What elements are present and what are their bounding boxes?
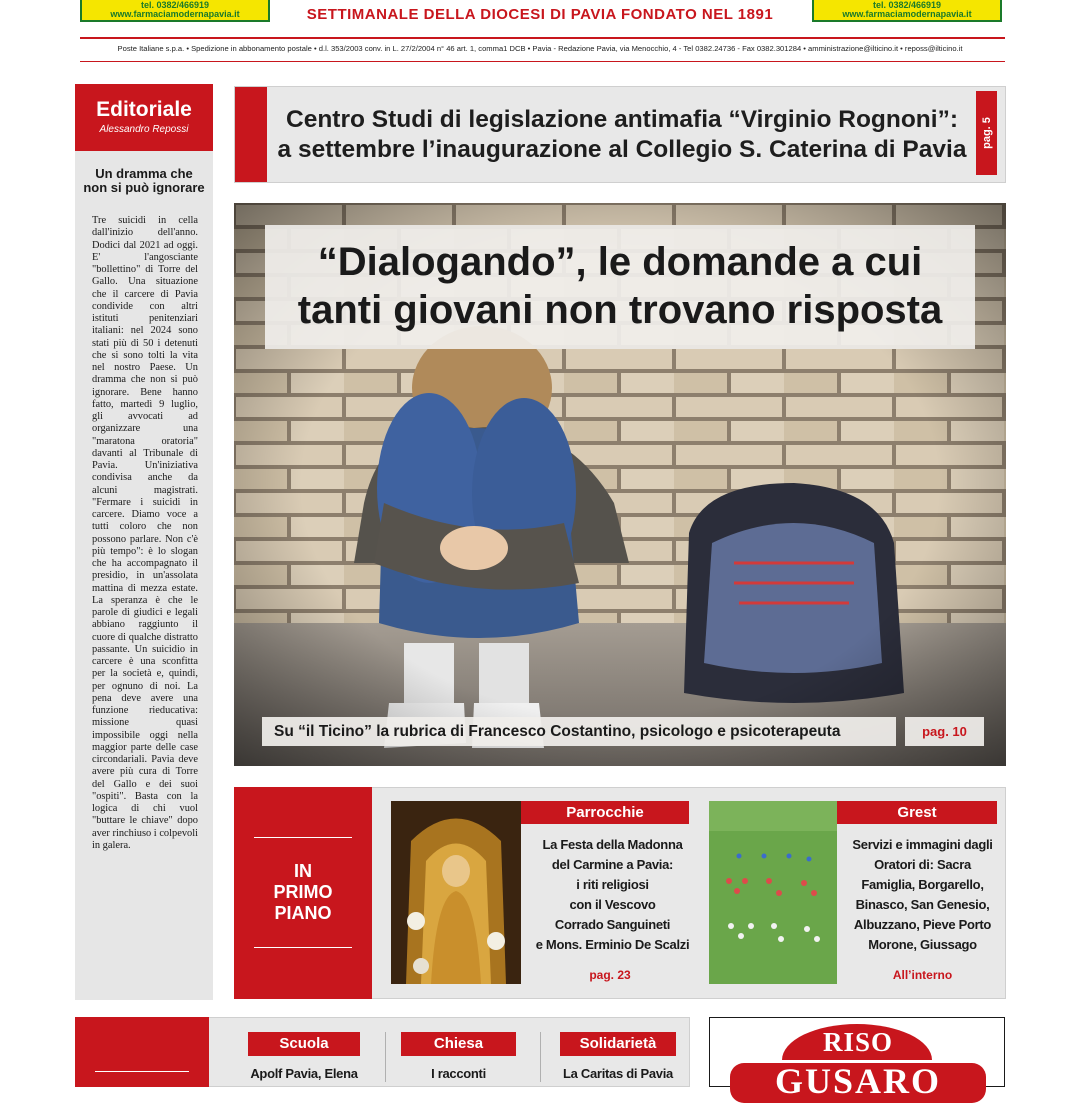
postal-info-line: Poste Italiane s.p.a. • Spedizione in abbonamento postale • d.l. 353/2003 conv. in L. 27/2/2004 n° 46 art. 1, comma1 DCB • Pavia - Redazione Pavia, via Menocchio, 4 - Tel 0382.24736 - Fax 0382.301284 • amministrazione@ilticino.it • reposs@ilticino.it xyxy=(117,44,963,53)
main-story-title[interactable] xyxy=(265,225,975,349)
page-reference-tab[interactable] xyxy=(976,91,997,175)
page-reference: pag. 5 xyxy=(980,117,993,149)
divider xyxy=(95,1071,189,1072)
tab-scuola[interactable]: Scuola xyxy=(248,1032,360,1056)
divider xyxy=(385,1032,386,1082)
story-line: Oratori di: Sacra xyxy=(874,857,971,872)
grest-aerial-photo[interactable] xyxy=(709,801,837,984)
newspaper-motto: SETTIMANALE DELLA DIOCESI DI PAVIA FONDATO NEL 1891 xyxy=(306,6,774,23)
headline-line: Centro Studi di legislazione antimafia “Virginio Rognoni”: xyxy=(286,106,958,133)
ad-phone: tel. 0382/466919 xyxy=(140,0,210,10)
tab-parrocchie[interactable]: Parrocchie xyxy=(521,801,689,824)
ad-url: www.farmaciamodernapavia.it xyxy=(842,9,972,19)
story-line: La Festa della Madonna xyxy=(542,837,683,852)
editorial-title: Editoriale xyxy=(96,98,192,121)
divider xyxy=(254,947,352,948)
story-line: Famiglia, Borgarello, xyxy=(861,877,984,892)
grest-story[interactable] xyxy=(840,835,1005,955)
divider xyxy=(80,37,1005,39)
main-story-caption: Su “il Ticino” la rubrica di Francesco Costantino, psicologo e psicoterapeuta xyxy=(262,717,896,746)
primo-piano-text xyxy=(234,861,372,924)
label-line: IN xyxy=(294,861,312,881)
main-story-page[interactable]: pag. 10 xyxy=(905,717,984,746)
ad-word: RISO xyxy=(822,1027,894,1057)
label-line: PIANO xyxy=(274,903,332,923)
label-line: PRIMO xyxy=(273,882,333,902)
story-line: Corrado Sanguineti xyxy=(554,917,671,932)
story-line: i riti religiosi xyxy=(576,877,649,892)
editorial-headline[interactable]: Un dramma che non si può ignorare xyxy=(83,166,205,195)
ad-brand: GUSARO xyxy=(774,1061,942,1101)
scuola-teaser[interactable]: Apolf Pavia, Elena xyxy=(250,1066,358,1081)
pharmacy-ad-right[interactable] xyxy=(812,0,1002,22)
divider xyxy=(254,837,352,838)
tab-chiesa[interactable]: Chiesa xyxy=(401,1032,516,1056)
editorial-column xyxy=(75,84,213,1000)
divider xyxy=(80,61,1005,62)
grest-page[interactable]: All’interno xyxy=(892,968,953,982)
tab-solidarieta[interactable]: Solidarietà xyxy=(560,1032,676,1056)
ad-url: www.farmaciamodernapavia.it xyxy=(110,9,240,19)
chiesa-teaser[interactable]: I racconti xyxy=(431,1066,486,1081)
madonna-statue-image xyxy=(391,801,521,984)
story-line: Servizi e immagini dagli xyxy=(852,837,993,852)
editorial-body: Tre suicidi in cella dall'inizio dell'anno. Dodici dal 2021 ad oggi. E' l'angosciante "bollettino" di Torre del Gallo. Una situazione che il carcere di Pavia condivide con altri istituti penitenziari italiani: nel 2024 sono stati più di 50 i detenuti che si sono tolti la vita nel nostro Paese. Un dramma che non si può ignorare. Bene hanno fatto, martedì 9 luglio, gli avvocati ad organizzare una "maratona oratoria" davanti al Tribunale di Pavia. Un'iniziativa condivisa anche da alcuni magistrati. "Fermare i suicidi in carcere. Diamo voce a tutti coloro che non possono parlare. Non c'è più tempo": è lo slogan che ha accompagnato il presidio, in un'assolata mattina di mezza estate. La speranza è che le parole di giudici e legali abbiano raggiunto il cuore di qualche distratto passante. Un suicidio in carcere è una sconfitta per la società e, quindi, per ognuno di noi. La pena deve avere una funzione rieducativa: missione quasi impossibile oggi nella maggior parte delle case circondariali. Pavia deve avere più cura di Torre del Gallo e dei suoi "ospiti". Basta con la logica di chi vuol "buttare le chiave" dopo aver rinchiuso i colpevoli in galera. xyxy=(92,215,198,851)
divider xyxy=(540,1032,541,1082)
story-line: Binasco, San Genesio, xyxy=(855,897,990,912)
antimafia-headline xyxy=(267,105,977,165)
story-line: e Mons. Erminio De Scalzi xyxy=(535,937,690,952)
grest-field-image xyxy=(709,801,837,984)
primo-piano-label xyxy=(234,787,372,999)
parrocchie-story[interactable] xyxy=(530,835,695,955)
headline-line: a settembre l’inaugurazione al Collegio S. Caterina di Pavia xyxy=(277,136,967,163)
madonna-statue-photo[interactable] xyxy=(391,801,521,984)
story-line: con il Vescovo xyxy=(569,897,656,912)
solidarieta-teaser[interactable]: La Caritas di Pavia xyxy=(563,1066,673,1081)
editorial-author: Alessandro Repossi xyxy=(99,124,189,135)
riso-gusaro-ad[interactable] xyxy=(709,1017,1005,1101)
parrocchie-page[interactable]: pag. 23 xyxy=(589,968,631,982)
tab-grest[interactable]: Grest xyxy=(837,801,997,824)
story-line: del Carmine a Pavia: xyxy=(551,857,674,872)
story-line: Albuzzano, Pieve Porto xyxy=(853,917,992,932)
antimafia-headline-box[interactable] xyxy=(234,86,1006,183)
bottom-red-panel xyxy=(75,1017,209,1087)
accent-bar xyxy=(235,87,267,182)
story-line: Morone, Giussago xyxy=(868,937,977,952)
title-line: tanti giovani non trovano risposta xyxy=(297,288,943,332)
editorial-header xyxy=(75,84,213,151)
title-line: “Dialogando”, le domande a cui xyxy=(317,240,923,284)
ad-phone: tel. 0382/466919 xyxy=(872,0,942,10)
